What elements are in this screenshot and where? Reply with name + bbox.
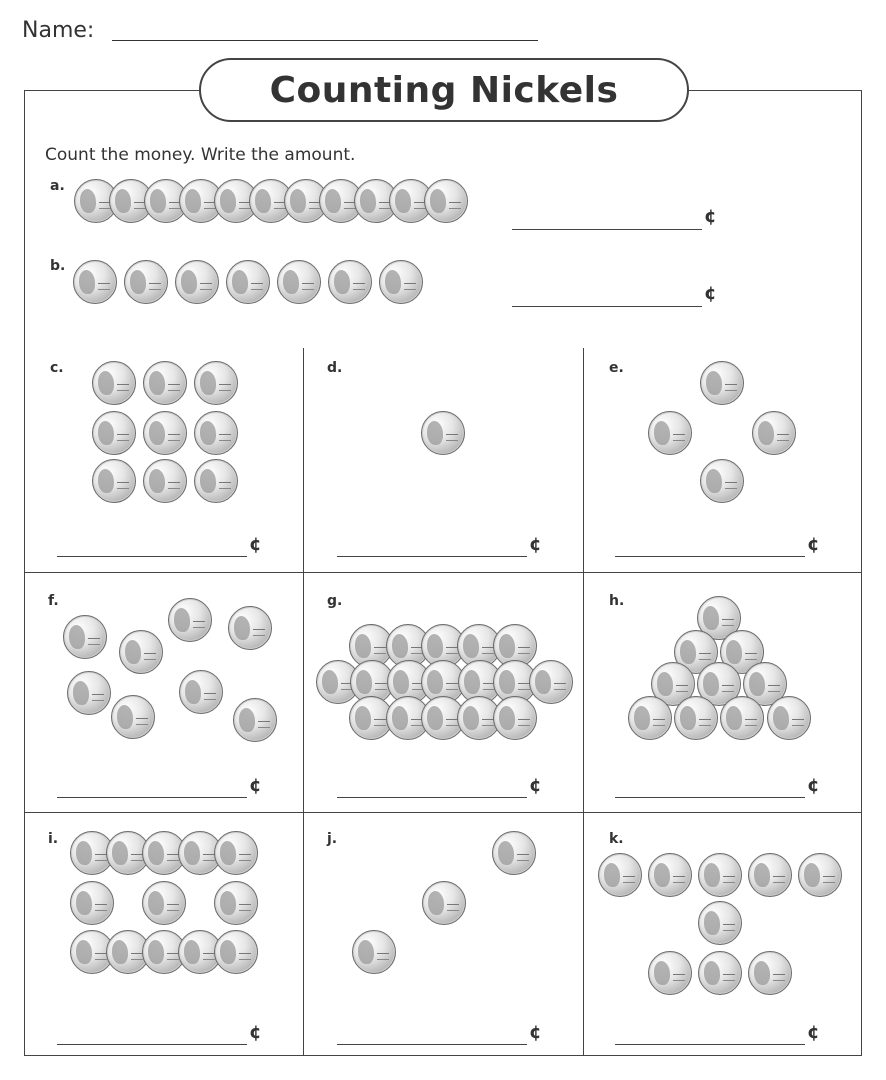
nickel-coin-icon [143, 459, 187, 503]
answer-line-a[interactable] [512, 229, 702, 230]
nickel-coin-icon [214, 881, 258, 925]
nickel-coin-icon [63, 615, 107, 659]
nickel-coin-icon [648, 951, 692, 995]
nickel-coin-icon [111, 695, 155, 739]
nickel-coin-icon [70, 881, 114, 925]
answer-line-e[interactable] [615, 556, 805, 557]
instruction-text: Count the money. Write the amount. [45, 145, 356, 165]
page-title: Counting Nickels [269, 69, 619, 111]
nickel-coin-icon [798, 853, 842, 897]
nickel-coin-icon [73, 260, 117, 304]
nickel-coin-icon [179, 670, 223, 714]
nickel-coin-icon [529, 660, 573, 704]
cent-symbol: ¢ [704, 283, 717, 304]
nickel-coin-icon [143, 361, 187, 405]
cent-symbol: ¢ [529, 775, 542, 796]
grid-hline-1 [24, 572, 862, 573]
problem-label-b: b. [50, 258, 66, 274]
problem-label-c: c. [50, 360, 64, 376]
answer-line-j[interactable] [337, 1044, 527, 1045]
problem-label-a: a. [50, 178, 65, 194]
nickel-coin-icon [748, 853, 792, 897]
answer-line-i[interactable] [57, 1044, 247, 1045]
nickel-coin-icon [493, 696, 537, 740]
title-box [199, 58, 689, 122]
cent-symbol: ¢ [249, 775, 262, 796]
nickel-coin-icon [194, 411, 238, 455]
cent-symbol: ¢ [529, 534, 542, 555]
grid-vline-2 [583, 348, 584, 1056]
problem-label-j: j. [327, 831, 338, 847]
answer-line-g[interactable] [337, 797, 527, 798]
nickel-coin-icon [698, 901, 742, 945]
nickel-coin-icon [143, 411, 187, 455]
answer-line-k[interactable] [615, 1044, 805, 1045]
cent-symbol: ¢ [249, 1022, 262, 1043]
nickel-coin-icon [379, 260, 423, 304]
cent-symbol: ¢ [807, 1022, 820, 1043]
nickel-coin-icon [748, 951, 792, 995]
cent-symbol: ¢ [807, 775, 820, 796]
name-line[interactable] [112, 40, 538, 41]
problem-label-g: g. [327, 593, 343, 609]
problem-label-k: k. [609, 831, 624, 847]
nickel-coin-icon [421, 411, 465, 455]
cent-symbol: ¢ [249, 534, 262, 555]
nickel-coin-icon [648, 411, 692, 455]
nickel-coin-icon [214, 930, 258, 974]
nickel-coin-icon [194, 459, 238, 503]
nickel-coin-icon [698, 853, 742, 897]
answer-line-b[interactable] [512, 306, 702, 307]
nickel-coin-icon [674, 696, 718, 740]
answer-line-f[interactable] [57, 797, 247, 798]
nickel-coin-icon [752, 411, 796, 455]
cent-symbol: ¢ [807, 534, 820, 555]
name-label: Name: [22, 18, 95, 43]
nickel-coin-icon [328, 260, 372, 304]
nickel-coin-icon [67, 671, 111, 715]
cent-symbol: ¢ [529, 1022, 542, 1043]
nickel-coin-icon [424, 179, 468, 223]
problem-label-i: i. [48, 831, 59, 847]
answer-line-h[interactable] [615, 797, 805, 798]
nickel-coin-icon [767, 696, 811, 740]
nickel-coin-icon [720, 696, 764, 740]
nickel-coin-icon [92, 459, 136, 503]
nickel-coin-icon [228, 606, 272, 650]
nickel-coin-icon [698, 951, 742, 995]
nickel-coin-icon [700, 361, 744, 405]
nickel-coin-icon [226, 260, 270, 304]
nickel-coin-icon [92, 361, 136, 405]
nickel-coin-icon [598, 853, 642, 897]
problem-label-h: h. [609, 593, 625, 609]
nickel-coin-icon [628, 696, 672, 740]
grid-vline-1 [303, 348, 304, 1056]
grid-hline-2 [24, 812, 862, 813]
nickel-coin-icon [92, 411, 136, 455]
nickel-coin-icon [700, 459, 744, 503]
nickel-coin-icon [648, 853, 692, 897]
nickel-coin-icon [194, 361, 238, 405]
nickel-coin-icon [142, 881, 186, 925]
nickel-coin-icon [352, 930, 396, 974]
answer-line-c[interactable] [57, 556, 247, 557]
nickel-coin-icon [175, 260, 219, 304]
nickel-coin-icon [422, 881, 466, 925]
answer-line-d[interactable] [337, 556, 527, 557]
nickel-coin-icon [492, 831, 536, 875]
nickel-coin-icon [214, 831, 258, 875]
problem-label-d: d. [327, 360, 343, 376]
nickel-coin-icon [119, 630, 163, 674]
nickel-coin-icon [277, 260, 321, 304]
nickel-coin-icon [124, 260, 168, 304]
problem-label-e: e. [609, 360, 624, 376]
nickel-coin-icon [168, 598, 212, 642]
nickel-coin-icon [233, 698, 277, 742]
problem-label-f: f. [48, 593, 59, 609]
cent-symbol: ¢ [704, 206, 717, 227]
